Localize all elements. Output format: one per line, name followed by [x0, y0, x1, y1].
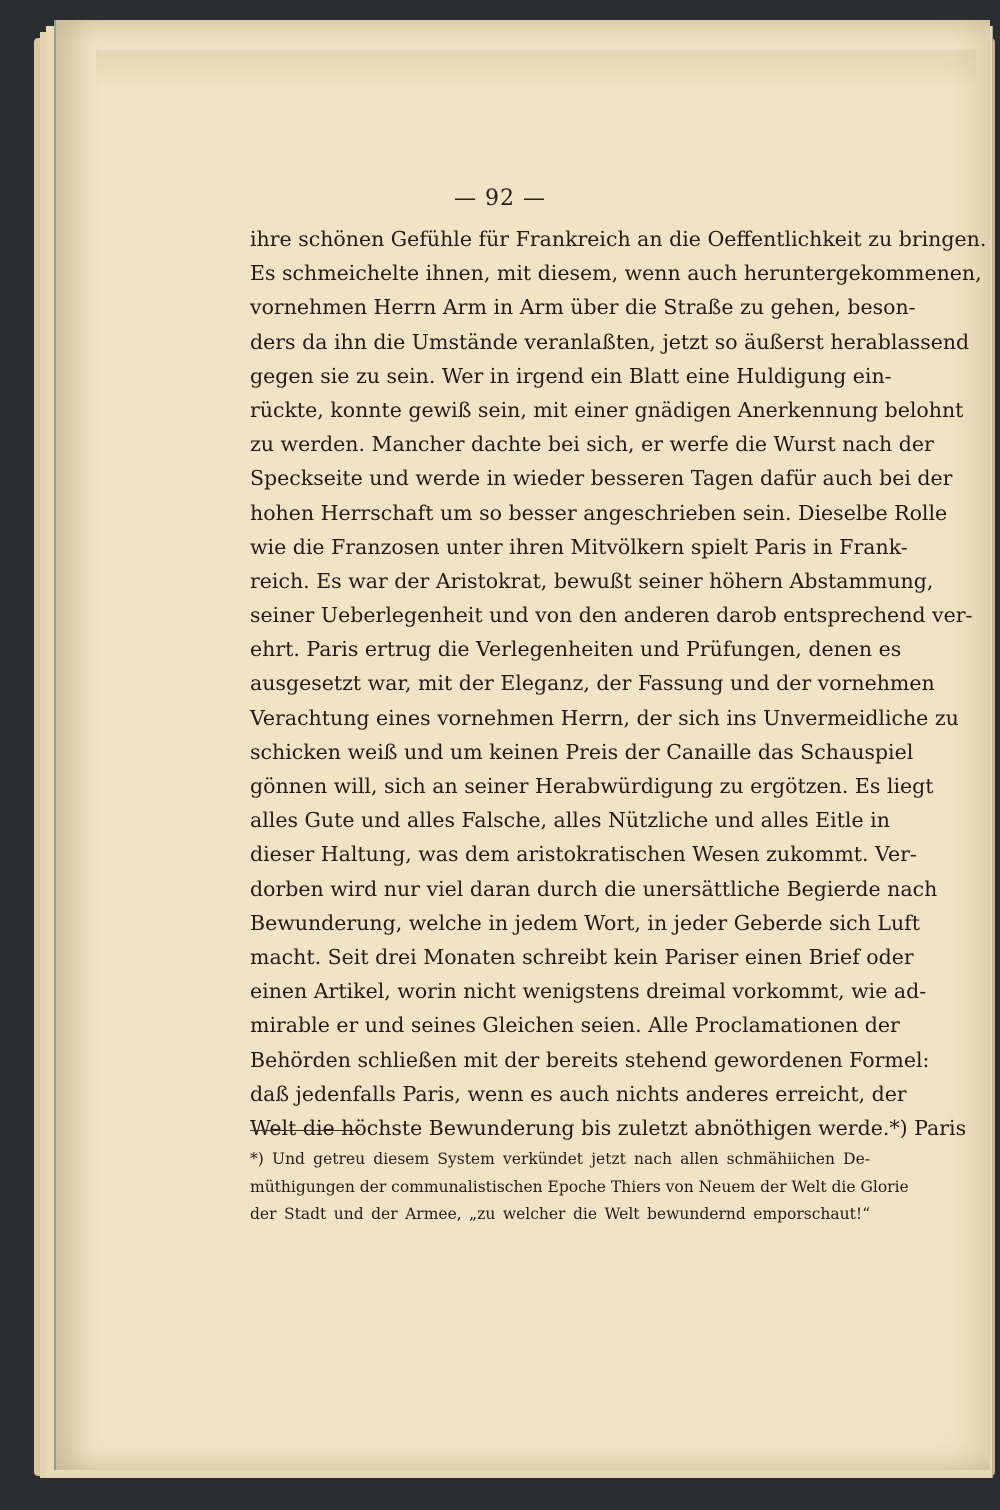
footnote-line: der Stadt und der Armee, „zu welcher die Welt bewundernd emporschaut!“ [250, 1205, 870, 1223]
text-line: einen Artikel, worin nicht wenigstens dreimal vorkommt, wie ad- [250, 979, 927, 1004]
text-line: rückte, konnte gewiß sein, mit einer gnädigen Anerkennung belohnt [250, 397, 964, 422]
text-line: Verachtung eines vornehmen Herrn, der sich ins Unvermeidliche zu [250, 705, 959, 730]
footnote-line: *) Und getreu diesem System verkündet jetzt nach allen schmähiichen De- [250, 1150, 870, 1168]
text-line: Behörden schließen mit der bereits stehend gewordenen Formel: [250, 1047, 930, 1072]
paper-stain [96, 50, 976, 90]
text-line: vornehmen Herrn Arm in Arm über die Straße zu gehen, beson- [250, 295, 916, 320]
footnote-rule [250, 1130, 360, 1131]
text-line: mirable er und seines Gleichen seien. Alle Proclamationen der [250, 1013, 900, 1038]
text-line: reich. Es war der Aristokrat, bewußt seiner höhern Abstammung, [250, 568, 934, 593]
text-line: Es schmeichelte ihnen, mit diesem, wenn auch heruntergekommenen, [250, 261, 982, 286]
text-line: zu werden. Mancher dachte bei sich, er werfe die Wurst nach der [250, 432, 934, 457]
text-line: dieser Haltung, was dem aristokratischen Wesen zukommt. Ver- [250, 842, 917, 867]
text-line: Bewunderung, welche in jedem Wort, in jeder Geberde sich Luft [250, 910, 920, 935]
text-line: macht. Seit drei Monaten schreibt kein Pariser einen Brief oder [250, 944, 914, 969]
footnote-line: müthigungen der communalistischen Epoche Thiers von Neuem der Welt die Glorie [250, 1177, 909, 1196]
body-text [250, 222, 987, 1145]
text-line: ehrt. Paris ertrug die Verlegenheiten und Prüfungen, denen es [250, 637, 902, 662]
text-line: hohen Herrschaft um so besser angeschrieben sein. Dieselbe Rolle [250, 500, 948, 525]
text-line: Welt die höchste Bewunderung bis zuletzt abnöthigen werde.*) Paris [250, 1115, 967, 1140]
text-line: seiner Ueberlegenheit und von den anderen darob entsprechend ver- [250, 603, 973, 628]
text-line: ders da ihn die Umstände veranlaßten, jetzt so äußerst herablassend [250, 329, 970, 354]
text-line: schicken weiß und um keinen Preis der Canaille das Schauspiel [250, 739, 914, 764]
footnote [250, 1146, 909, 1229]
text-line: gegen sie zu sein. Wer in irgend ein Blatt eine Huldigung ein- [250, 363, 892, 388]
text-line: Speckseite und werde in wieder besseren Tagen dafür auch bei der [250, 466, 953, 491]
page-number: — 92 — [454, 186, 546, 211]
text-line: ausgesetzt war, mit der Eleganz, der Fassung und der vornehmen [250, 671, 935, 696]
text-line: wie die Franzosen unter ihren Mitvölkern spielt Paris in Frank- [250, 534, 908, 559]
text-line: dorben wird nur viel daran durch die unersättliche Begierde nach [250, 876, 938, 901]
text-line: ihre schönen Gefühle für Frankreich an die Oeffentlichkeit zu bringen. [250, 227, 987, 251]
text-line: gönnen will, sich an seiner Herabwürdigung zu ergötzen. Es liegt [250, 774, 934, 798]
text-line: alles Gute und alles Falsche, alles Nützliche und alles Eitle in [250, 808, 890, 833]
text-line: daß jedenfalls Paris, wenn es auch nichts anderes erreicht, der [250, 1081, 907, 1106]
